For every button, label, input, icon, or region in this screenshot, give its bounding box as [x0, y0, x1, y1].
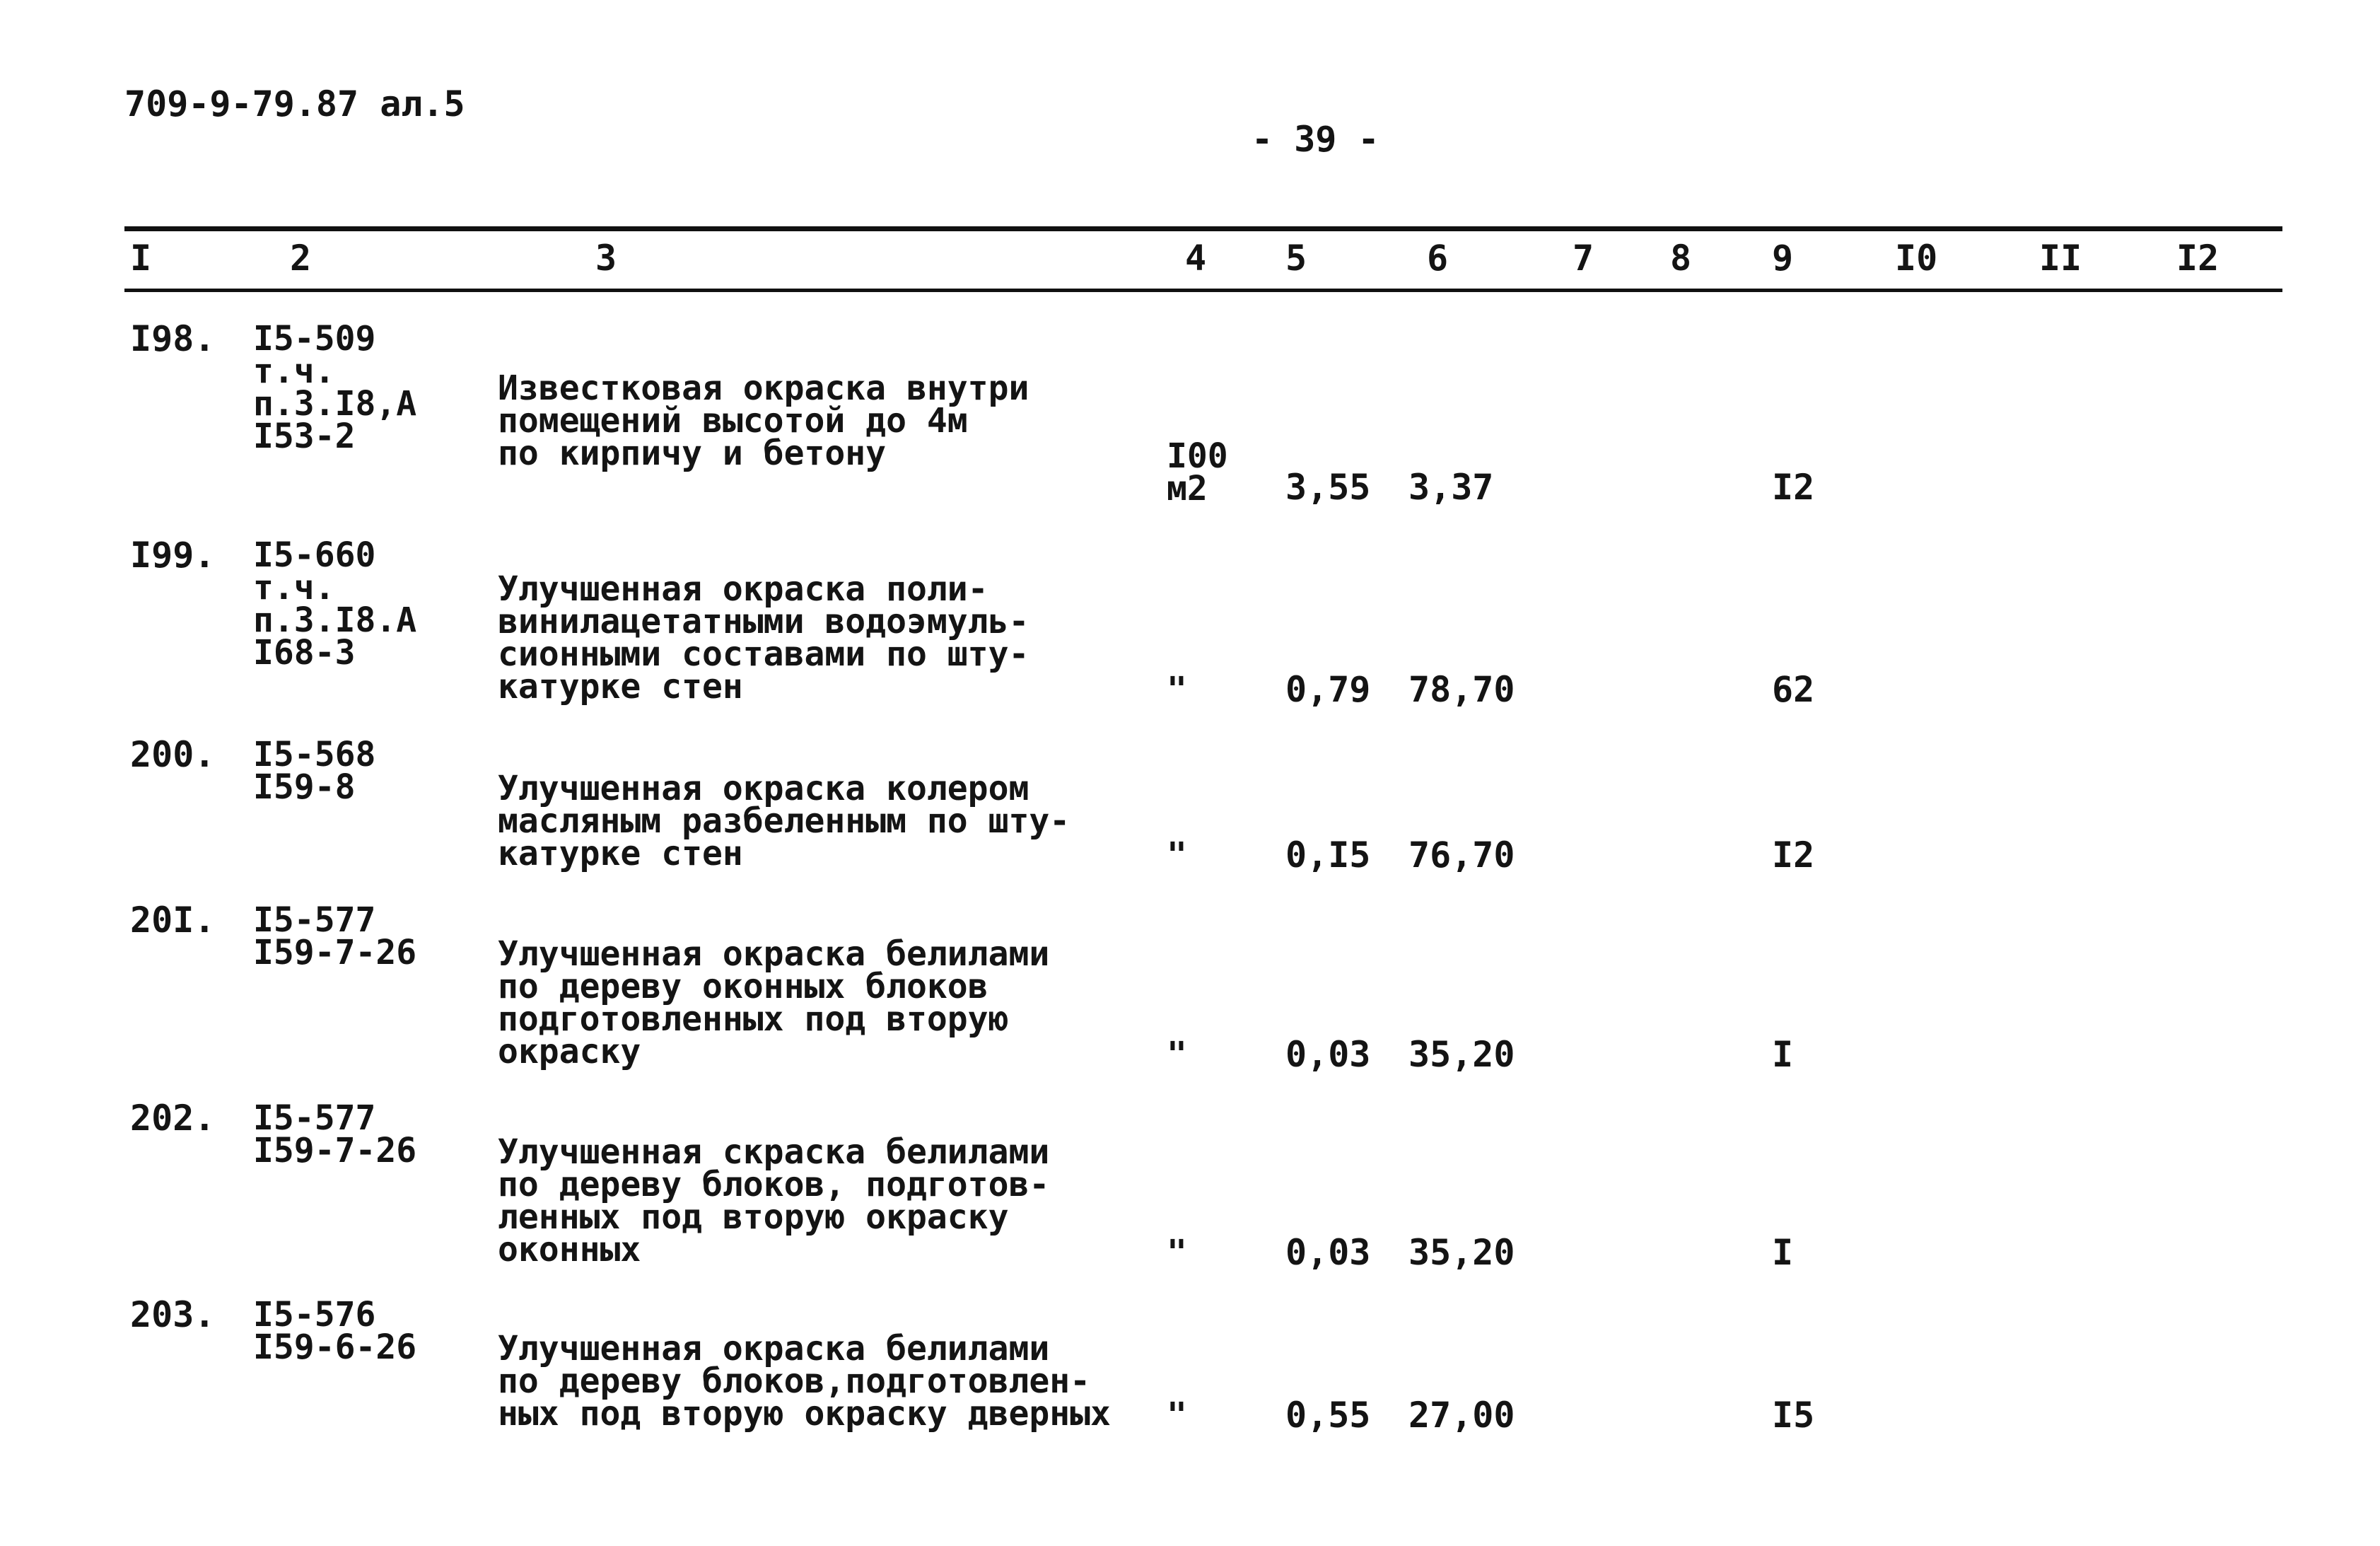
row-col5: 3,55	[1285, 467, 1371, 508]
row-col5: 0,55	[1285, 1395, 1371, 1436]
row-col9: I2	[1772, 467, 1815, 508]
row-code: I5-577 I59-7-26	[253, 900, 417, 972]
document-code: 709-9-79.87 ал.5	[124, 83, 465, 124]
column-header-5: 5	[1285, 238, 1307, 279]
row-description: Улучшенная окраска колером масляным разбеленным по шту- катурке стен	[498, 769, 1071, 873]
column-header-1: I	[130, 238, 152, 279]
row-col6: 27,00	[1408, 1395, 1515, 1436]
row-code: I5-568 I59-8	[253, 735, 376, 807]
column-header-8: 8	[1670, 238, 1692, 279]
row-description: Известковая окраска внутри помещений высотой до 4м по кирпичу и бетону	[498, 368, 1029, 473]
column-header-12: I2	[2176, 238, 2219, 279]
row-description: Улучшенная окраска белилами по дереву блоков,подготовлен- ных под вторую окраску дверных	[498, 1329, 1111, 1434]
column-header-6: 6	[1427, 238, 1449, 279]
row-col9: I	[1772, 1034, 1794, 1075]
row-unit: I00 м2	[1167, 436, 1228, 508]
page-number: - 39 -	[1252, 119, 1379, 160]
row-number: 20I.	[130, 900, 216, 941]
row-col6: 35,20	[1408, 1232, 1515, 1273]
row-number: 202.	[130, 1098, 216, 1139]
row-number: 203.	[130, 1294, 216, 1335]
table-top-rule	[124, 226, 2282, 231]
row-unit: "	[1167, 670, 1187, 709]
row-code: I5-509 т.ч. п.3.I8,А I53-2	[253, 319, 417, 456]
column-header-3: 3	[595, 238, 617, 279]
row-description: Улучшенная скраска белилами по дереву блоков, подготов- ленных под вторую окраску оконных	[498, 1132, 1050, 1269]
column-header-4: 4	[1185, 238, 1207, 279]
row-number: I99.	[130, 535, 216, 576]
row-col9: I5	[1772, 1395, 1815, 1436]
row-description: Улучшенная окраска белилами по дереву оконных блоков подготовленных под вторую окраску	[498, 934, 1050, 1071]
row-col5: 0,79	[1285, 669, 1371, 710]
row-code: I5-577 I59-7-26	[253, 1098, 417, 1170]
row-description: Улучшенная окраска поли- винилацетатными водоэмуль- сионными составами по шту- катурке стен	[498, 569, 1029, 707]
row-col5: 0,I5	[1285, 835, 1371, 876]
column-header-10: I0	[1895, 238, 1938, 279]
row-col9: 62	[1772, 669, 1815, 710]
row-code: I5-660 т.ч. п.3.I8.А I68-3	[253, 535, 417, 673]
table-header-rule	[124, 289, 2282, 292]
row-col6: 78,70	[1408, 669, 1515, 710]
row-col9: I	[1772, 1232, 1794, 1273]
column-header-2: 2	[290, 238, 312, 279]
row-unit: "	[1167, 1233, 1187, 1272]
row-col9: I2	[1772, 835, 1815, 876]
row-number: 200.	[130, 734, 216, 775]
row-unit: "	[1167, 1035, 1187, 1074]
column-header-11: II	[2039, 238, 2082, 279]
row-col6: 3,37	[1408, 467, 1494, 508]
row-code: I5-576 I59-6-26	[253, 1295, 417, 1367]
row-col5: 0,03	[1285, 1034, 1371, 1075]
row-col5: 0,03	[1285, 1232, 1371, 1273]
row-col6: 76,70	[1408, 835, 1515, 876]
row-col6: 35,20	[1408, 1034, 1515, 1075]
column-header-7: 7	[1573, 238, 1594, 279]
column-header-9: 9	[1772, 238, 1794, 279]
row-unit: "	[1167, 835, 1187, 875]
row-unit: "	[1167, 1395, 1187, 1435]
row-number: I98.	[130, 318, 216, 359]
